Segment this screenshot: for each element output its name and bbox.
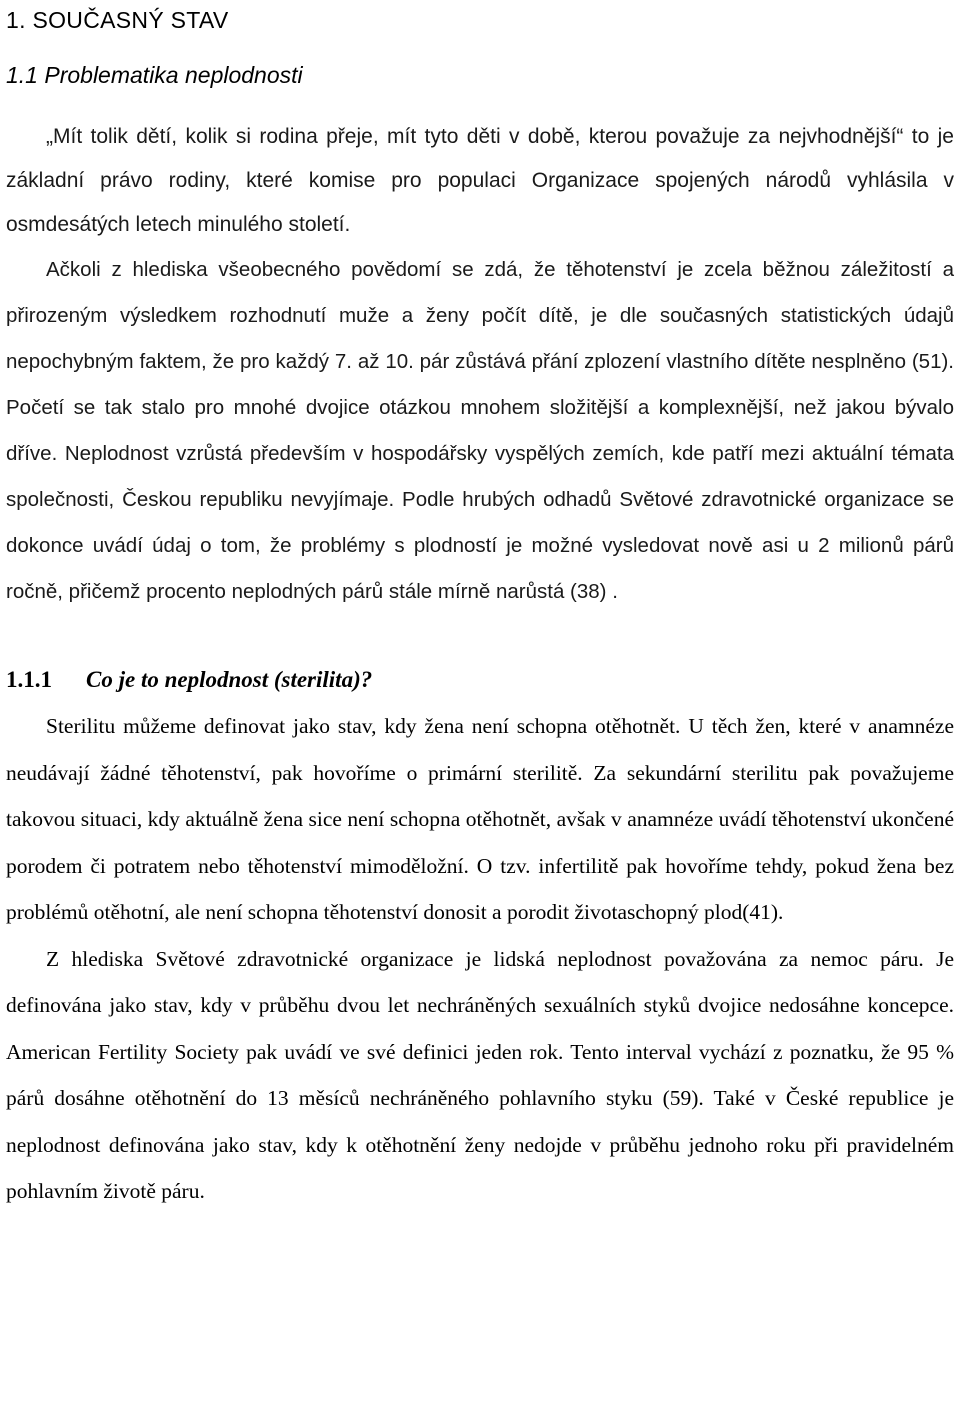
intro-paragraph: „Mít tolik dětí, kolik si rodina přeje, mít tyto děti v době, kterou považuje za nejvhodnější“ to je základní právo rodiny, které komise pro populaci Organizace spojených národů vyhlásila v osmdesátých letech minulého století.: [6, 125, 954, 236]
section-heading: 1.1 Problematika neplodnosti: [6, 62, 303, 88]
subsection-title: Co je to neplodnost (sterilita)?: [86, 667, 373, 692]
conception-complexity-text: Početí se tak stalo pro mnohé dvojice otázkou mnohem složitější a komplexnější, než jakou bývalo dříve. Neplodnost vzrůstá především v hospodářsky vyspělých zemích, kde patří mezi aktuální témata společnosti, Českou republiku nevyjímaje. Podle hrubých odhadů Světové zdravotnické organizace se dokonce uvádí údaj o tom, že problémy s plodností je možné vysledovat nově asi u 2 milionů párů ročně, přičemž procento neplodných párů stále mírně narůstá (38) .: [6, 396, 954, 603]
statistics-text: Ačkoli z hlediska všeobecného povědomí se zdá, že těhotenství je zcela běžnou záležitostí a přirozeným výsledkem rozhodnutí muže a ženy počít dítě, je dle současných statistických údajů nepochybným faktem, že pro každý 7. až 10. pár zůstává přání zplození vlastního dítěte nesplněno (51).: [6, 258, 954, 373]
infertility-statistics-paragraph: [6, 247, 954, 615]
subsection-heading: [6, 657, 954, 703]
document-page: [6, 0, 954, 1215]
who-definition-paragraph: Z hlediska Světové zdravotnické organizace je lidská neplodnost považována za nemoc páru. Je definována jako stav, kdy v průběhu dvou let nechráněných sexuálních styků dvojice nedosáhne koncepce. American Fertility Society pak uvádí ve své definici jeden rok. Tento interval vychází z poznatku, že 95 % párů dosáhne otěhotnění do 13 měsíců nechráněného pohlavního styku (59). Také v České republice je neplodnost definována jako stav, kdy k otěhotnění ženy nedojde v průběhu jednoho roku při pravidelném pohlavním životě páru.: [6, 946, 954, 1203]
subsection-number: 1.1.1: [6, 667, 52, 692]
sterility-definition-paragraph: Sterilitu můžeme definovat jako stav, kdy žena není schopna otěhotnět. U těch žen, které v anamnéze neudávají žádné těhotenství, pak hovoříme o primární sterilitě. Za sekundární sterilitu pak považujeme takovou situaci, kdy aktuálně žena sice není schopna otěhotnět, avšak v anamnéze uvádí těhotenství ukončené porodem či potratem nebo těhotenství mimoděložní. O tzv. infertilitě pak hovoříme tehdy, pokud žena bez problémů otěhotní, ale není schopna těhotenství donosit a porodit životaschopný plod(41).: [6, 714, 954, 924]
spacer: [6, 615, 954, 657]
chapter-heading: 1. SOUČASNÝ STAV: [6, 7, 229, 33]
